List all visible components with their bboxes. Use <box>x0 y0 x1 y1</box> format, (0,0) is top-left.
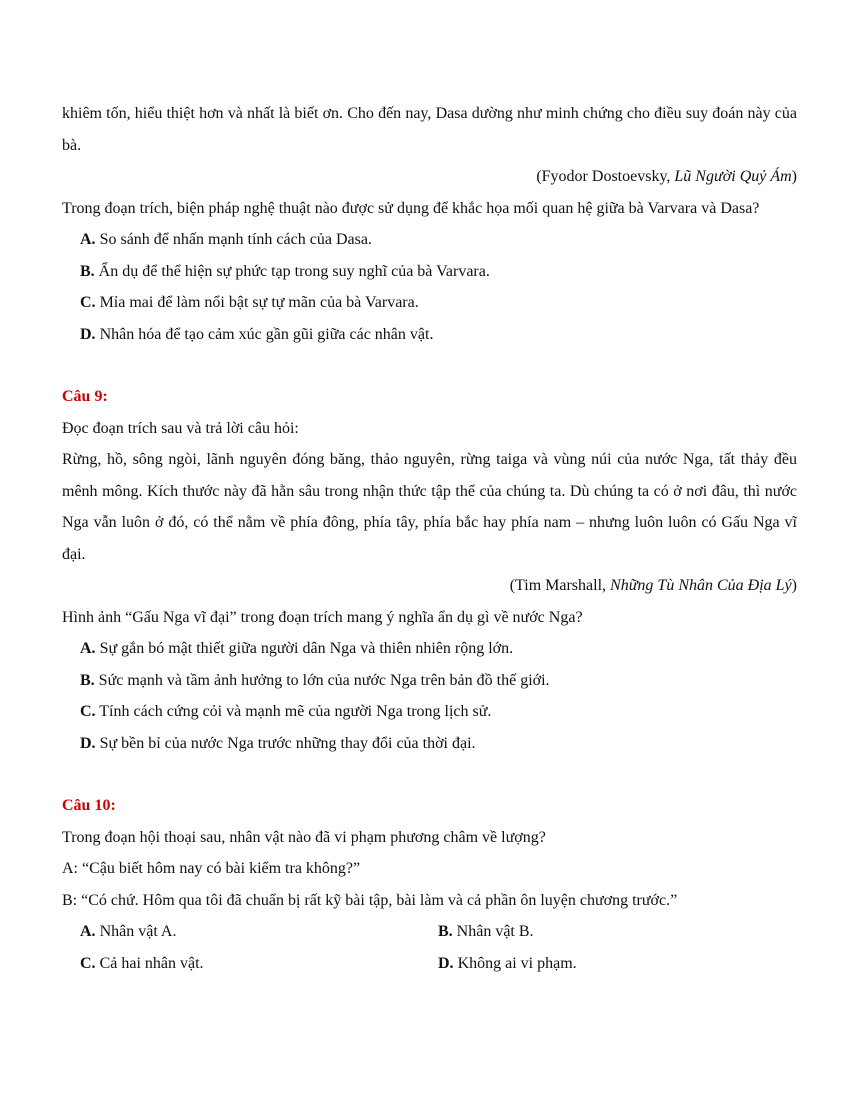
q9-option-c-text: Tính cách cứng cỏi và mạnh mẽ của người Nga trong lịch sử. <box>95 703 492 720</box>
q8-option-d-text: Nhân hóa để tạo cảm xúc gần gũi giữa các nhân vật. <box>95 325 434 343</box>
q10-options-row-2 <box>80 948 797 980</box>
q10-option-a-letter: A. <box>80 923 96 940</box>
q10-option-b-letter: B. <box>438 923 453 940</box>
q8-option-d <box>80 319 797 351</box>
q9-option-d-text: Sự bền bỉ của nước Nga trước những thay đổi của thời đại. <box>95 734 476 752</box>
q8-passage-end: khiêm tốn, hiểu thiệt hơn và nhất là biết ơn. Cho đến nay, Dasa dường như minh chứng cho điều suy đoán này của bà. <box>62 105 797 154</box>
q10-option-c-letter: C. <box>80 954 96 972</box>
document-page <box>62 98 797 979</box>
q8-option-d-letter: D. <box>80 325 96 343</box>
q10-question: Trong đoạn hội thoại sau, nhân vật nào đã vi phạm phương châm về lượng? <box>62 828 546 846</box>
q9-option-b <box>80 665 797 697</box>
q9-source-close: ) <box>791 577 797 594</box>
q8-option-a <box>80 224 797 256</box>
q8-option-c <box>80 287 797 319</box>
q9-instruction: Đọc đoạn trích sau và trả lời câu hỏi: <box>62 419 299 437</box>
q8-option-a-text: So sánh để nhấn mạnh tính cách của Dasa. <box>95 231 372 248</box>
q9-option-a <box>80 633 797 665</box>
q8-option-a-letter: A. <box>80 231 96 248</box>
q8-option-b <box>80 256 797 288</box>
q9-option-c-letter: C. <box>80 703 96 720</box>
q9-option-b-letter: B. <box>80 671 95 689</box>
q9-option-a-letter: A. <box>80 640 96 657</box>
q9-passage: Rừng, hồ, sông ngòi, lãnh nguyên đóng băng, thảo nguyên, rừng taiga và vùng núi của nước Nga, tất thảy đều mênh mông. Kích thước này đã hằn sâu trong nhận thức tập thể của chúng ta. Dù chúng ta có ở nơi đâu, thì nước Nga vẫn luôn ở đó, có thể nằm về phía đông, phía tây, phía bắc hay phía nam – nhưng luôn luôn có Gấu Nga vĩ đại. <box>62 451 797 563</box>
q8-option-c-letter: C. <box>80 294 96 311</box>
q10-option-d-text: Không ai vi phạm. <box>453 954 577 972</box>
q10-options-row-1 <box>80 916 797 948</box>
q8-source-close: ) <box>791 168 797 185</box>
q10-option-a-text: Nhân vật A. <box>95 923 177 940</box>
q8-source-author: (Fyodor Dostoevsky, <box>536 168 675 185</box>
q9-option-d-letter: D. <box>80 734 96 752</box>
q8-option-c-text: Mỉa mai để làm nổi bật sự tự mãn của bà Varvara. <box>95 294 419 311</box>
q9-source-title: Những Tù Nhân Của Địa Lý <box>610 577 792 594</box>
q9-option-b-text: Sức mạnh và tầm ảnh hưởng to lớn của nước Nga trên bản đồ thế giới. <box>94 671 550 689</box>
q10-option-d <box>438 948 796 980</box>
spacer <box>62 759 797 790</box>
q9-source-author: (Tim Marshall, <box>509 577 611 594</box>
q9-heading: Câu 9: <box>62 388 108 405</box>
q10-option-a <box>80 916 438 948</box>
q8-source-title: Lũ Người Quỷ Ám <box>674 168 792 185</box>
q8-option-b-text: Ẩn dụ để thể hiện sự phức tạp trong suy nghĩ của bà Varvara. <box>94 262 490 280</box>
q8-question: Trong đoạn trích, biện pháp nghệ thuật nào được sử dụng để khắc họa mối quan hệ giữa bà Varvara và Dasa? <box>62 199 760 217</box>
q10-option-b-text: Nhân vật B. <box>452 923 534 940</box>
q10-heading: Câu 10: <box>62 797 116 814</box>
spacer <box>62 350 797 381</box>
q8-option-b-letter: B. <box>80 262 95 280</box>
q9-question: Hình ảnh “Gấu Nga vĩ đại” trong đoạn trích mang ý nghĩa ẩn dụ gì về nước Nga? <box>62 608 583 626</box>
q8-source <box>62 161 797 193</box>
q10-option-c-text: Cả hai nhân vật. <box>95 954 204 972</box>
q10-option-c <box>80 948 438 980</box>
q10-option-b <box>438 916 796 948</box>
q9-source <box>62 570 797 602</box>
q10-line-b: B: “Có chứ. Hôm qua tôi đã chuẩn bị rất kỹ bài tập, bài làm và cả phần ôn luyện chương trước.” <box>62 891 678 909</box>
q9-option-a-text: Sự gắn bó mật thiết giữa người dân Nga và thiên nhiên rộng lớn. <box>95 640 514 657</box>
q9-option-c <box>80 696 797 728</box>
q10-line-a: A: “Cậu biết hôm nay có bài kiểm tra không?” <box>62 860 361 877</box>
q9-option-d <box>80 728 797 760</box>
q10-option-d-letter: D. <box>438 954 454 972</box>
